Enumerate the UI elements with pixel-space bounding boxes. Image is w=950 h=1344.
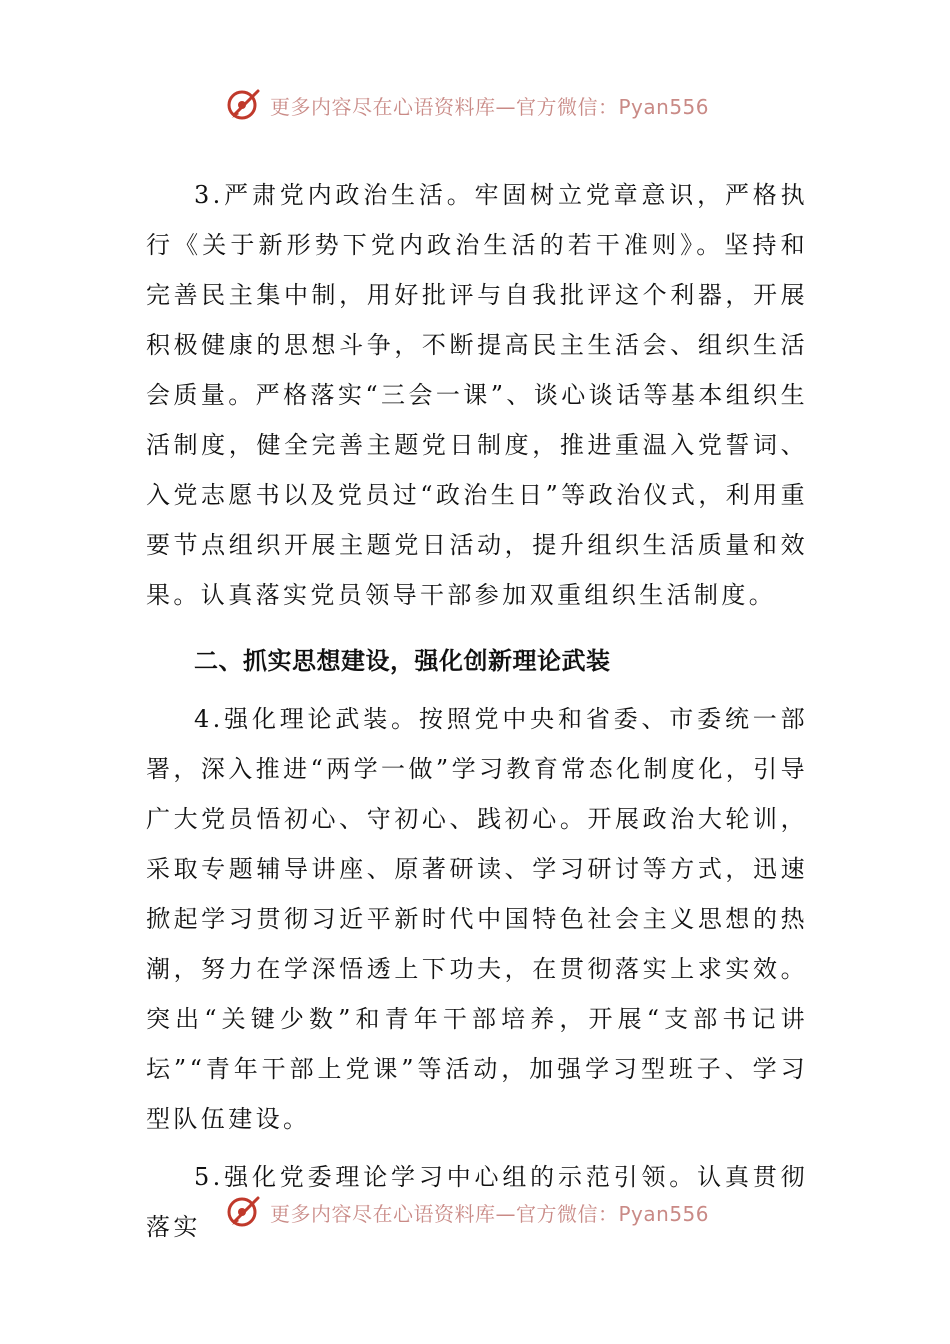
watermark-wechat-id: Pyan556	[618, 1201, 710, 1226]
watermark-banner-top	[224, 85, 709, 125]
watermark-wechat-id: Pyan556	[618, 94, 710, 119]
watermark-banner-bottom	[224, 1192, 709, 1232]
watermark-brand: 更多内容尽在心语资料库	[270, 94, 496, 119]
pen-logo-icon	[224, 1192, 264, 1232]
watermark-text	[270, 1198, 709, 1227]
paragraph-5: 5.强化党委理论学习中心组的示范引领。认真贯彻落实	[146, 1163, 808, 1241]
paragraph-4: 4.强化理论武装。按照党中央和省委、市委统一部署，深入推进“两学一做”学习教育常态化制度化，引导广大党员悟初心、守初心、践初心。开展政治大轮训，采取专题辅导讲座、原著研读、学习研讨等方式，迅速掀起学习贯彻习近平新时代中国特色社会主义思想的热潮，努力在学深悟透上下功夫，在贯彻落实上求实效。突出“关键少数”和青年干部培养，开展“支部书记讲坛”“青年干部上党课”等活动，加强学习型班子、学习型队伍建设。	[146, 705, 808, 1133]
watermark-wechat-label: 官方微信：	[516, 1201, 619, 1226]
watermark-brand: 更多内容尽在心语资料库	[270, 1201, 496, 1226]
watermark-wechat-label: 官方微信：	[516, 94, 619, 119]
watermark-text	[270, 91, 709, 120]
pen-logo-icon	[224, 85, 264, 125]
watermark-dash: —	[495, 94, 516, 119]
document-body	[146, 170, 808, 1252]
section-heading-2: 二、抓实思想建设，强化创新理论武装	[194, 647, 611, 675]
watermark-dash: —	[495, 1201, 516, 1226]
paragraph-3: 3.严肃党内政治生活。牢固树立党章意识，严格执行《关于新形势下党内政治生活的若干准则》。坚持和完善民主集中制，用好批评与自我批评这个利器，开展积极健康的思想斗争，不断提高民主生活会、组织生活会质量。严格落实“三会一课”、谈心谈话等基本组织生活制度，健全完善主题党日制度，推进重温入党誓词、入党志愿书以及党员过“政治生日”等政治仪式，利用重要节点组织开展主题党日活动，提升组织生活质量和效果。认真落实党员领导干部参加双重组织生活制度。	[146, 181, 808, 609]
